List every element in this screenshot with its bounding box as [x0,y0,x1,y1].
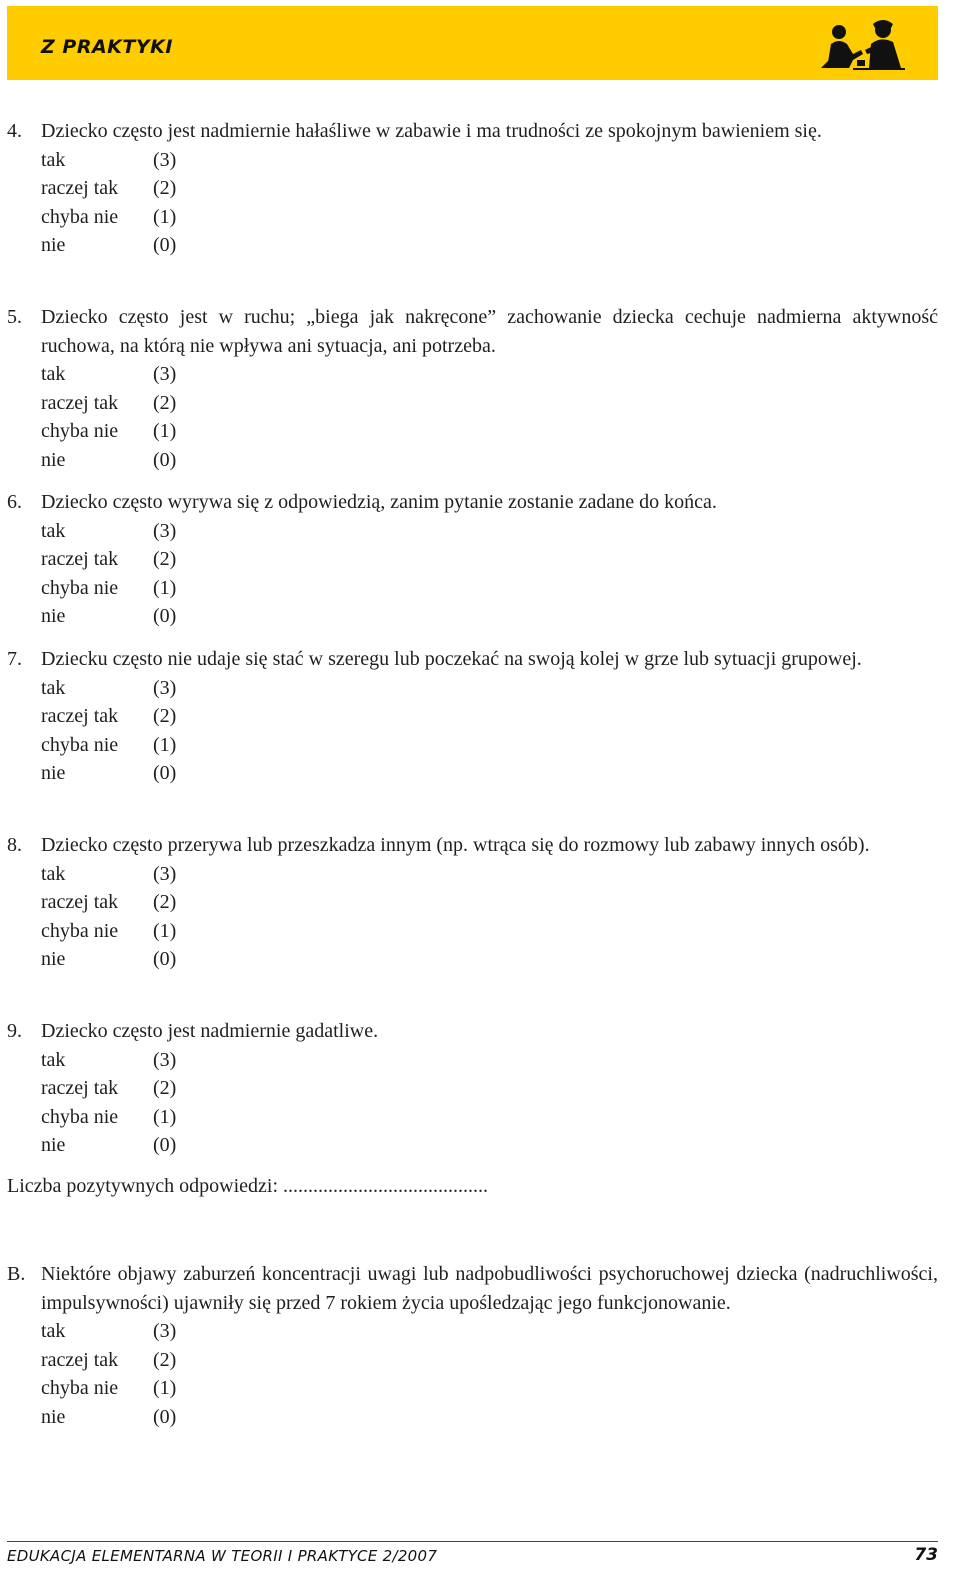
question-5 [7,303,938,474]
answer-label: chyba nie [41,1377,119,1399]
question-7 [7,645,938,788]
question-text: Dziecko często jest nadmiernie gadatliwe. [41,1020,379,1042]
answer-score: (1) [153,205,177,228]
answer-label: raczej tak [41,705,119,727]
answer-option [7,1403,938,1432]
positive-answers-count-line: Liczba pozytywnych odpowiedzi: ......................................... [7,1175,489,1197]
answer-option [7,1346,938,1375]
question-text: Dziecko często wyrywa się z odpowiedzią, zanim pytanie zostanie zadane do końca. [41,491,717,513]
answer-label: chyba nie [41,576,119,599]
question-4 [7,117,938,260]
answer-score: (0) [153,762,177,784]
answer-option [7,417,938,446]
answer-label: raczej tak [41,1077,119,1099]
answer-option [7,545,938,574]
answer-option [7,860,938,889]
answer-score: (3) [153,1048,177,1071]
answer-score: (0) [153,448,177,471]
question-text-row [7,488,938,517]
answer-label: tak [41,862,66,885]
answer-score: (3) [153,1320,177,1342]
question-9 [7,1017,938,1160]
answer-score: (2) [153,705,177,727]
question-text: Dziecko często przerywa lub przeszkadza innym (np. wtrąca się do rozmowy lub zabawy innych osób). [41,834,870,856]
answer-option [7,945,938,974]
header-title: Z PRAKTYKI [41,36,173,58]
answer-option [7,1103,938,1132]
answer-score: (3) [153,676,177,699]
answer-score: (3) [153,148,177,171]
answer-label: tak [41,519,66,542]
answer-option [7,389,938,418]
answer-score: (0) [153,605,177,627]
question-number: 4. [7,120,22,142]
question-6 [7,488,938,631]
answer-score: (1) [153,576,177,599]
answer-label: nie [41,1134,66,1156]
answer-label: chyba nie [41,919,119,942]
answer-option [7,759,938,788]
question-text-row [7,1260,938,1317]
answer-label: raczej tak [41,391,119,414]
section-b [7,1260,938,1431]
answer-label: nie [41,234,66,256]
answer-label: nie [41,448,66,471]
question-number: 6. [7,491,22,513]
question-number: 7. [7,648,22,670]
question-number: 5. [7,306,22,328]
answer-label: chyba nie [41,1105,119,1128]
answer-score: (2) [153,891,177,913]
answer-label: tak [41,363,66,385]
answer-score: (2) [153,1348,177,1371]
question-text-row [7,117,938,146]
question-number: B. [7,1263,26,1285]
answer-option [7,1374,938,1403]
answer-score: (0) [153,1405,177,1428]
question-text: Dziecku często nie udaje się stać w szeregu lub poczekać na swoją kolej w grze lub sytuacji grupowej. [41,648,862,670]
answer-score: (3) [153,363,177,385]
answer-score: (1) [153,919,177,942]
answer-score: (1) [153,733,177,756]
question-text: Niektóre objawy zaburzeń koncentracji uwagi lub nadpobudliwości psychoruchowej dziecka (nadruchliwości, impulsywności) ujawniły się przed 7 rokiem życia upośledzając jego funkcjonowanie. [41,1263,938,1314]
answer-label: nie [41,948,66,970]
answer-option [7,360,938,389]
answer-score: (3) [153,519,177,542]
answer-option [7,146,938,175]
answer-option [7,888,938,917]
footer-divider [7,1541,938,1542]
answer-label: nie [41,1405,66,1428]
answer-option [7,731,938,760]
answer-score: (0) [153,234,177,256]
question-8 [7,831,938,974]
answer-label: tak [41,676,66,699]
answer-option [7,231,938,260]
answer-label: chyba nie [41,205,119,228]
question-text-row [7,831,938,860]
answer-option [7,1131,938,1160]
answer-score: (1) [153,1105,177,1128]
answer-option [7,1046,938,1075]
question-text: Dziecko często jest nadmiernie hałaśliwe w zabawie i ma trudności ze spokojnym bawieniem się. [41,120,822,142]
question-text-row [7,303,938,360]
question-text-row [7,645,938,674]
answer-option [7,702,938,731]
answer-score: (0) [153,1134,177,1156]
answer-score: (3) [153,862,177,885]
answer-option [7,1074,938,1103]
answer-label: chyba nie [41,733,119,756]
answer-label: raczej tak [41,548,119,570]
answer-option [7,602,938,631]
answer-label: tak [41,1320,66,1342]
answer-score: (0) [153,948,177,970]
page-header-bar [7,6,938,80]
answer-label: tak [41,148,66,171]
answer-label: tak [41,1048,66,1071]
answer-option [7,1317,938,1346]
answer-score: (1) [153,420,177,442]
answer-option [7,517,938,546]
answer-option [7,574,938,603]
answer-label: raczej tak [41,1348,119,1371]
answer-label: chyba nie [41,420,119,442]
question-number: 9. [7,1020,22,1042]
footer-journal-title: EDUKACJA ELEMENTARNA W TEORII I PRAKTYCE 2/2007 [7,1547,438,1565]
answer-score: (2) [153,177,177,199]
answer-label: raczej tak [41,891,119,913]
answer-option [7,203,938,232]
answer-option [7,446,938,475]
answer-option [7,917,938,946]
answer-score: (1) [153,1377,177,1399]
answer-option [7,674,938,703]
page-number: 73 [914,1545,938,1565]
answer-option [7,174,938,203]
answer-score: (2) [153,548,177,570]
answer-score: (2) [153,391,177,414]
children-playing-silhouette-icon [813,18,909,72]
answer-label: nie [41,605,66,627]
answer-label: nie [41,762,66,784]
answer-score: (2) [153,1077,177,1099]
question-text-row [7,1017,938,1046]
question-number: 8. [7,834,22,856]
question-text: Dziecko często jest w ruchu; „biega jak nakręcone” zachowanie dziecka cechuje nadmierna aktywność ruchowa, na którą nie wpływa ani sytuacja, ani potrzeba. [41,306,938,357]
answer-label: raczej tak [41,177,119,199]
